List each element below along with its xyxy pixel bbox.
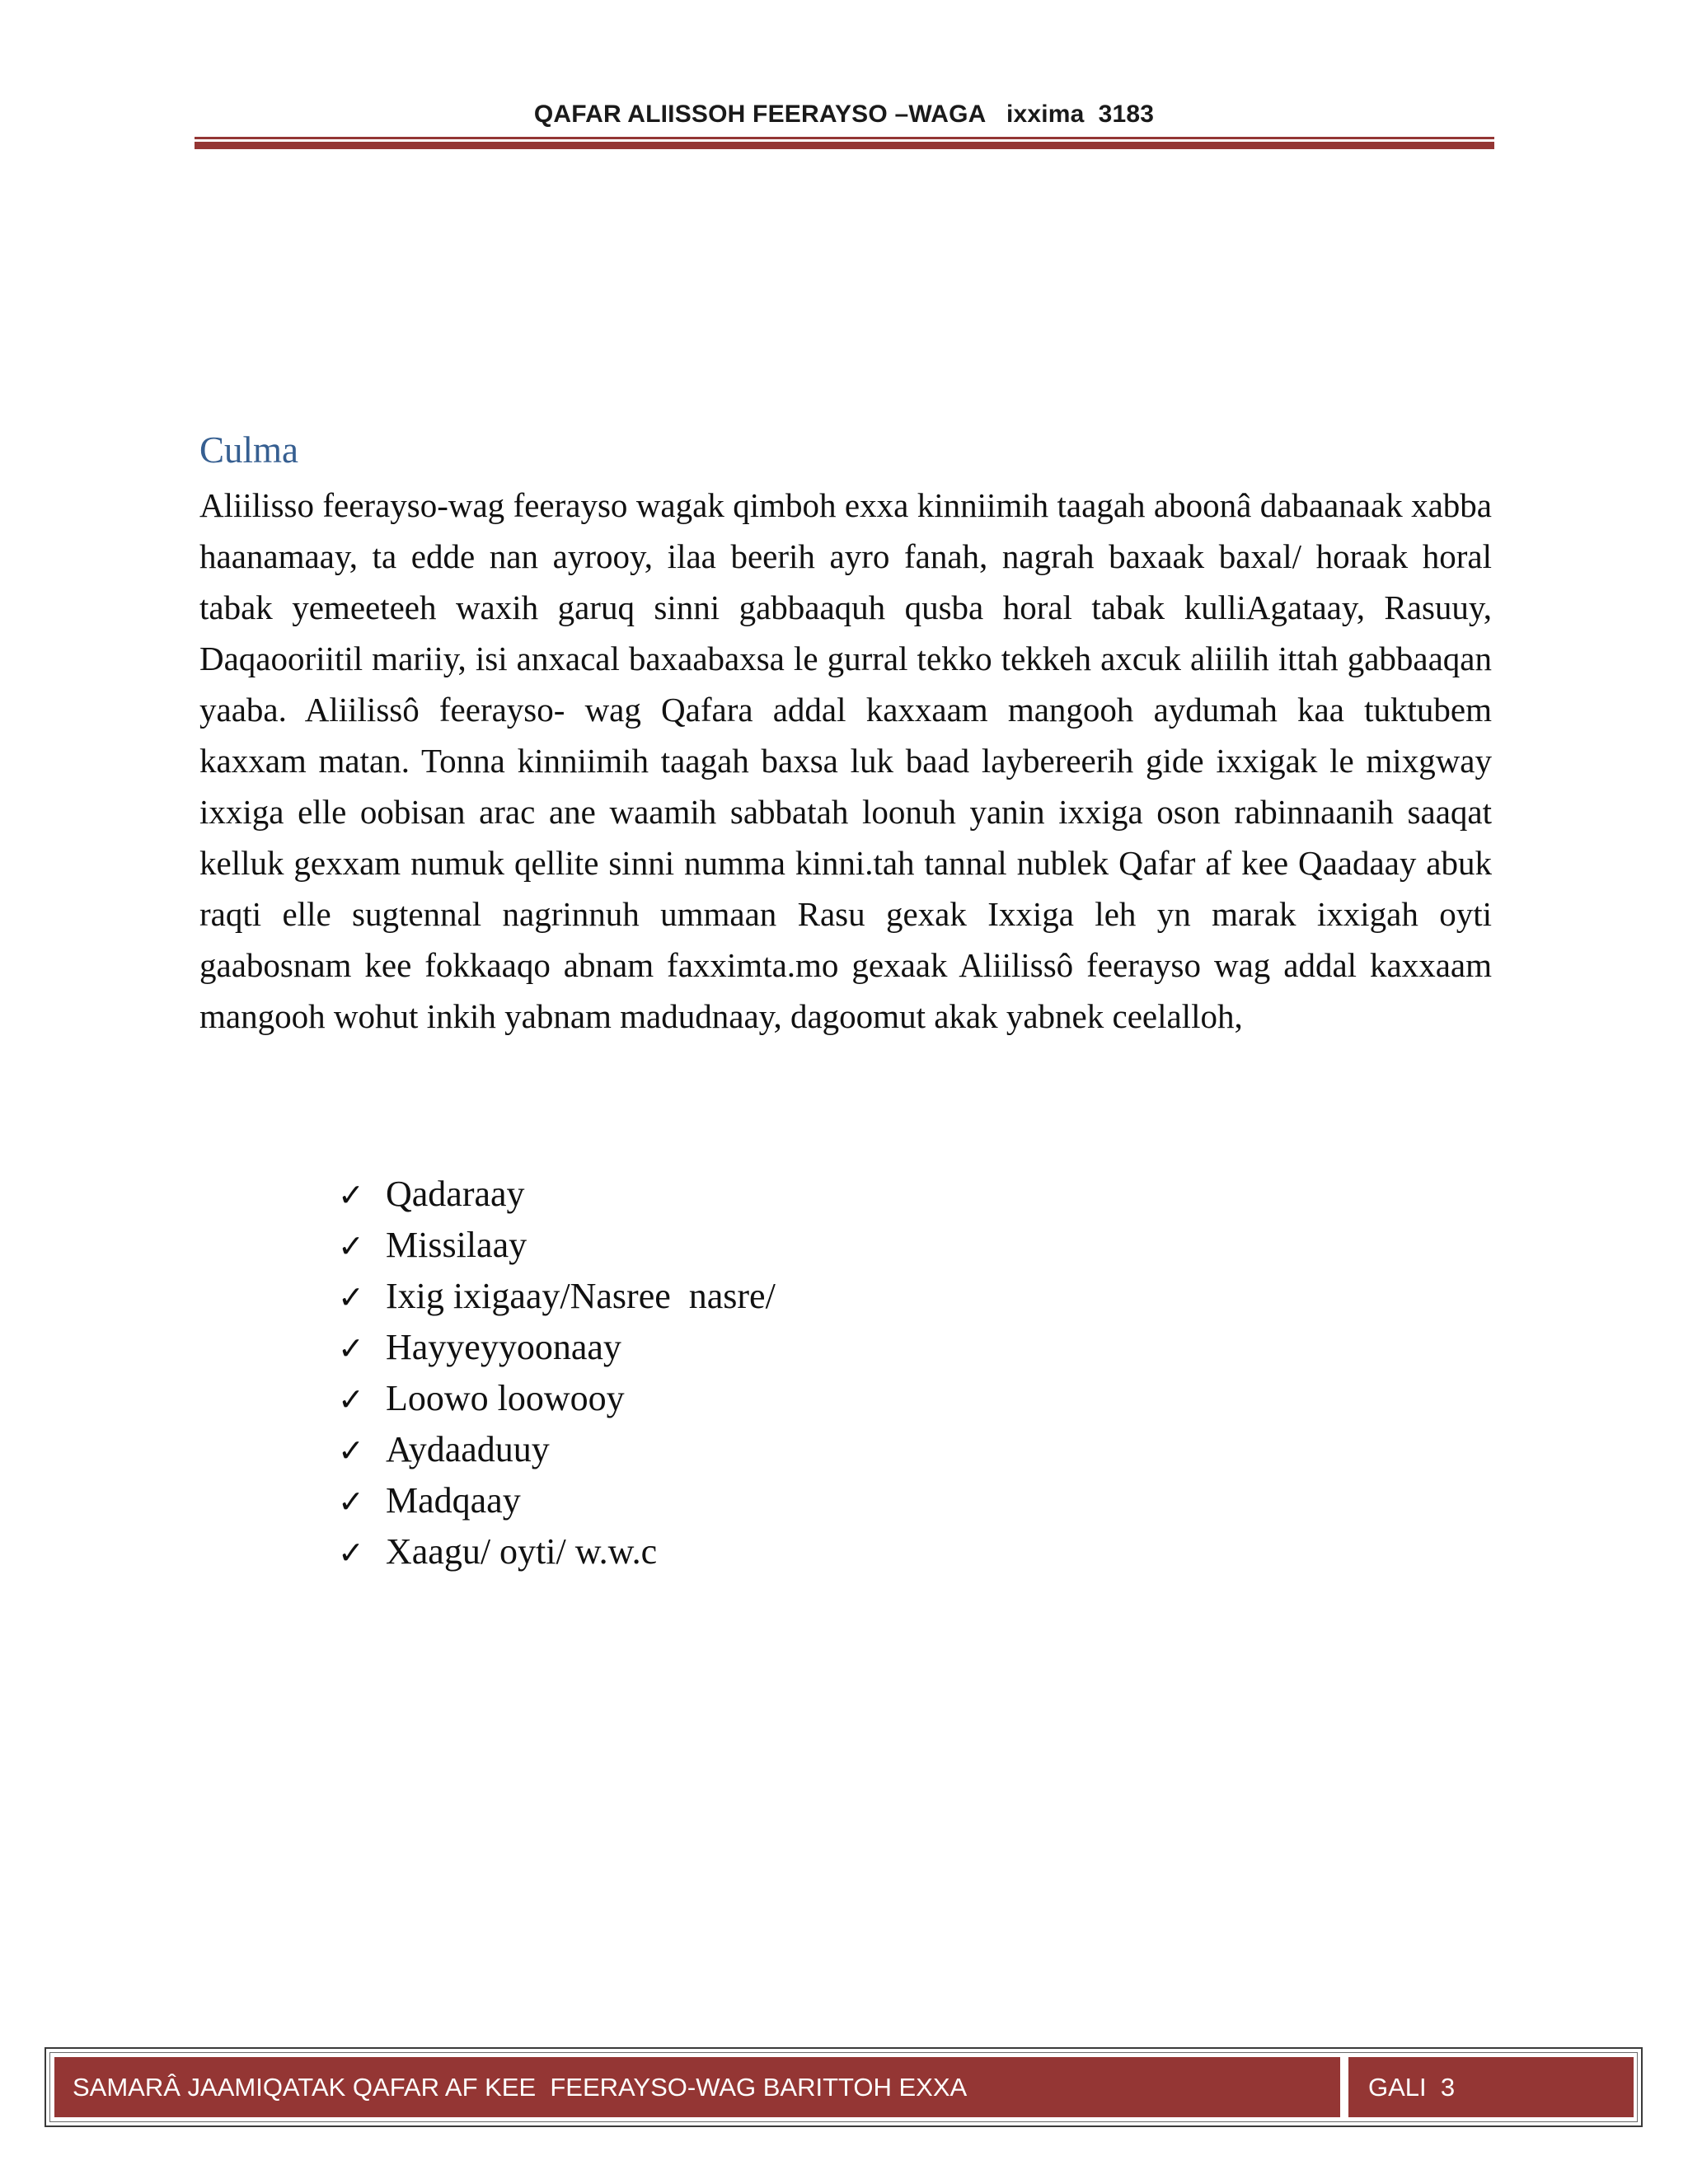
header-rule-thin [195, 137, 1494, 139]
list-item-label: Qadaraay [386, 1174, 525, 1214]
check-icon: ✓ [338, 1228, 364, 1264]
list-item-label: Missilaay [386, 1225, 528, 1265]
list-item [338, 1475, 776, 1526]
header-rule-thick [195, 142, 1494, 149]
list-item [338, 1424, 776, 1475]
check-icon: ✓ [338, 1381, 364, 1418]
check-icon: ✓ [338, 1177, 364, 1213]
checklist [338, 1169, 776, 1577]
section-heading: Culma [199, 429, 298, 471]
check-icon: ✓ [338, 1279, 364, 1315]
list-item-label: Madqaay [386, 1480, 521, 1521]
check-icon: ✓ [338, 1330, 364, 1366]
check-icon: ✓ [338, 1535, 364, 1571]
list-item [338, 1271, 776, 1322]
list-item-label: Ixig ixigaay/Nasree nasre/ [386, 1276, 776, 1316]
body-paragraph: Aliilisso feerayso-wag feerayso wagak qimboh exxa kinniimih taagah aboonâ dabaanaak xabba haanamaay, ta edde nan ayrooy, ilaa beerih ayro fanah, nagrah baxaak baxal/ horaak horal tabak yemeeteeh waxih garuq sinni gabbaaquh qusba horal tabak kulliAgataay, Rasuuy, Daqaooriitil mariiy, isi anxacal baxaabaxsa le gurral tekko tekkeh axcuk aliilih ittah gabbaaqan yaaba. Aliilissô feerayso- wag Qafara addal kaxxaam mangooh aydumah kaa tuktubem kaxxam matan. Tonna kinniimih taagah baxsa luk baad laybereerih gide ixxigak le mixgway ixxiga elle oobisan arac ane waamih sabbatah loonuh yanin ixxiga oson rabinnaanih saaqat kelluk gexxam numuk qellite sinni numma kinni.tah tannal nublek Qafar af kee Qaadaay abuk raqti elle sugtennal nagrinnuh ummaan Rasu gexak Ixxiga leh yn marak ixxigah oyti gaabosnam kee fokkaaqo abnam faxximta.mo gexaak Aliilissô feerayso wag addal kaxxaam mangooh wohut inkih yabnam madudnaay, dagoomut akak yabnek ceelalloh, [199, 486, 1492, 1035]
list-item-label: Loowo loowooy [386, 1378, 625, 1418]
list-item-label: Hayyeyyoonaay [386, 1327, 621, 1367]
check-icon: ✓ [338, 1483, 364, 1520]
list-item [338, 1169, 776, 1220]
list-item-label: Xaagu/ oyti/ w.w.c [386, 1531, 658, 1572]
list-item [338, 1322, 776, 1373]
list-item-label: Aydaaduuy [386, 1429, 550, 1469]
footer-title: SAMARÂ JAAMIQATAK QAFAR AF KEE FEERAYSO-WAG BARITTOH EXXA [54, 2057, 1340, 2117]
running-header-title: QAFAR ALIISSOH FEERAYSO –WAGA ixxima 3183 [533, 101, 1155, 128]
list-item [338, 1526, 776, 1577]
list-item [338, 1220, 776, 1271]
page-number: GALI 3 [1348, 2057, 1634, 2117]
list-item [338, 1373, 776, 1424]
check-icon: ✓ [338, 1432, 364, 1469]
